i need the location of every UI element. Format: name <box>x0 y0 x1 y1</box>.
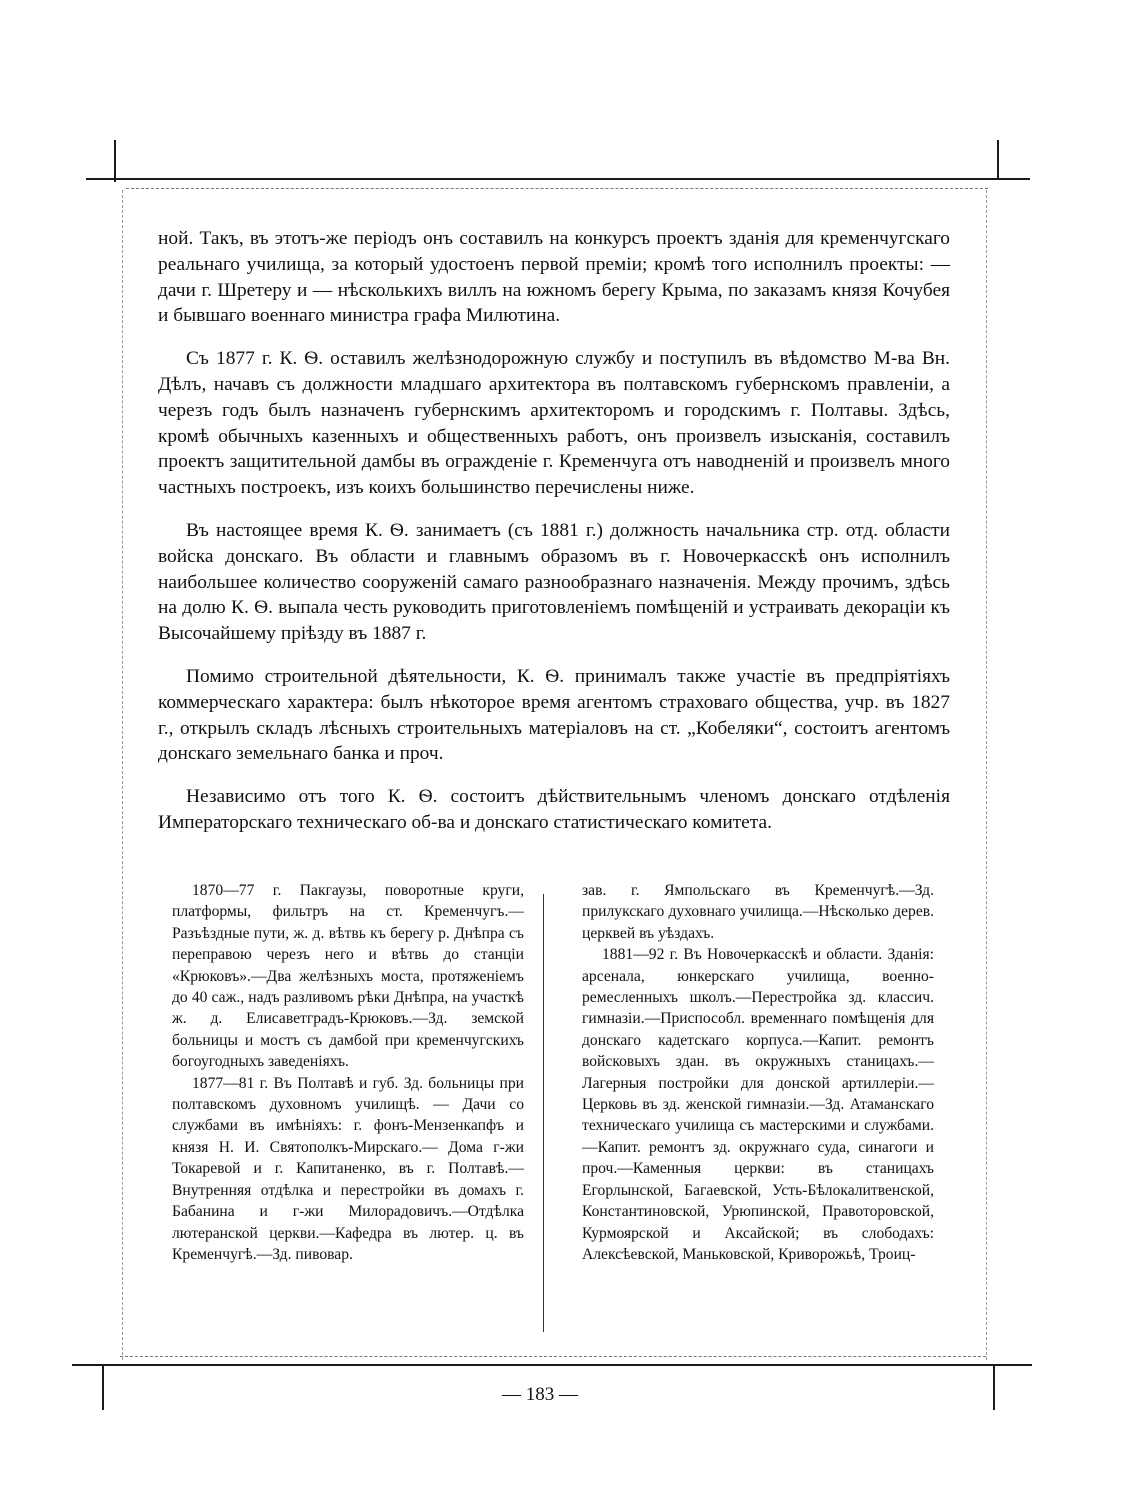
page-number: — 183 — <box>502 1384 578 1405</box>
works-entry-1877-81: 1877—81 г. Въ Полтавѣ и губ. Зд. больницы при полтавскомъ духовномъ училищѣ. — Дачи со службами въ имѣніяхъ: г. фонъ-Мензенкапфъ и князя Н. И. Святополкъ-Мирскаго.— Дома г-жи Токаревой и г. Капитаненко, въ г. Полтавѣ.—Внутренняя отдѣлка и перестройки въ домахъ г. Бабанина и г-жи Милорадовичъ.—Отдѣлка лютеранской церкви.—Кафедра въ лютер. ц. въ Кременчугѣ.—Зд. пивовар. <box>172 1074 524 1263</box>
main-paragraph-5: Независимо отъ того К. Ѳ. состоитъ дѣйствительнымъ членомъ донскаго отдѣленія Императорскаго техническаго об-ва и донскаго статистическаго комитета. <box>158 786 950 833</box>
main-paragraph-1: ной. Такъ, въ этотъ-же періодъ онъ составилъ на конкурсъ проектъ зданія для кременчугскаго реальнаго училища, за который удостоенъ первой преміи; кромѣ того исполнилъ проекты: — дачи г. Шретеру и — нѣсколькихъ виллъ на южномъ берегу Крыма, по заказамъ князя Кочубея и бывшаго военнаго министра графа Милютина. <box>158 228 950 327</box>
main-paragraph-4: Помимо строительной дѣятельности, К. Ѳ. принималъ также участіе въ предпріятіяхъ коммерческаго характера: былъ нѣкоторое время агентомъ страховаго общества, учр. въ 1827 г., открылъ складъ лѣсныхъ строительныхъ матеріаловъ на ст. „Кобеляки“, состоитъ агентомъ донскаго земельнаго банка и проч. <box>158 665 950 765</box>
frame-right-dashes <box>986 190 987 1360</box>
frame-bottom-dashes <box>120 1356 986 1357</box>
crop-mark-top-right <box>997 140 999 180</box>
works-entry-1870-77: 1870—77 г. Пакгаузы, поворотные круги, платформы, фильтръ на ст. Кременчугъ.—Разъѣздные пути, ж. д. вѣтвь къ берегу р. Днѣпра съ переправою черезъ него и вѣтвь до станціи «Крюковъ».—Два желѣзныхъ моста, протяженіемъ до 40 саж., надъ разливомъ рѣки Днѣпра, на участкѣ ж. д. Елисаветградъ-Крюковъ.—Зд. земской больницы и мостъ съ дамбой при кременчугскихъ богоугодныхъ заведеніяхъ. <box>172 882 524 1071</box>
frame-bottom-rule <box>72 1364 1032 1366</box>
works-entry-1881-92: 1881—92 г. Въ Новочеркасскѣ и области. Зданія: арсенала, юнкерскаго училища, военно-ремесленныхъ школъ.—Перестройка зд. класcич. гимназіи.—Приспособл. временнаго помѣщенія для донскаго кадетскаго корпуса.—Капит. ремонтъ войсковыхъ здан. въ окружныхъ станицахъ.—Лагерныя постройки для донской артиллеріи.—Церковь въ зд. женской гимназіи.—Зд. Атаманскаго техническаго училища съ мастерскими и службами.—Капит. ремонтъ зд. окружнаго суда, синагоги и проч.—Каменныя церкви: въ станицахъ Егорлынской, Багаевской, Усть-Бѣлокалитвенской, Константиновской, Урюпинской, Правоторовской, Курмоярской и Аксайской; въ слободахъ: Алексѣевской, Маньковской, Криворожьѣ, Троиц- <box>582 946 934 1263</box>
crop-mark-top-left <box>114 140 116 182</box>
crop-mark-bottom-right <box>993 1366 995 1410</box>
works-list-right-column <box>582 880 934 1265</box>
main-paragraph-2: Съ 1877 г. К. Ѳ. оставилъ желѣзнодорожную службу и поступилъ въ вѣдомство М-ва Вн. Дѣлъ, начавъ съ должности младшаго архитектора въ полтавскомъ губернскомъ правленіи, а черезъ годъ былъ назначенъ губернскимъ архитекторомъ и городскимъ г. Полтавы. Здѣсь, кромѣ обычныхъ казенныхъ и общественныхъ работъ, онъ произвелъ изысканія, составилъ проектъ защитительной дамбы въ огражденіе г. Кременчуга отъ наводненій и произвелъ много частныхъ построекъ, изъ коихъ большинство перечислены ниже. <box>158 348 950 499</box>
frame-top-dashes <box>126 188 988 189</box>
works-list-left-column <box>172 880 524 1265</box>
main-paragraph-3: Въ настоящее время К. Ѳ. занимаетъ (съ 1881 г.) должность начальника стр. отд. области войска донскаго. Въ области и главнымъ образомъ въ г. Новочеркасскѣ онъ исполнилъ наибольшее количество сооруженій самаго разнообразнаго назначенія. Между прочимъ, здѣсь на долю К. Ѳ. выпала честь руководить приготовленіемъ помѣщеній и устраивать декораціи къ Высочайшему пріѣзду въ 1887 г. <box>158 519 950 645</box>
column-divider <box>543 894 544 1332</box>
works-entry-continued: зав. г. Ямпольскаго въ Кременчугѣ.—Зд. прилукскаго духовнаго училища.—Нѣсколько дерев. церквей въ уѣздахъ. <box>582 882 934 942</box>
frame-left-dashes <box>122 190 123 1360</box>
main-text <box>158 226 950 853</box>
crop-mark-bottom-left <box>102 1366 104 1410</box>
frame-top-rule <box>86 178 1030 180</box>
